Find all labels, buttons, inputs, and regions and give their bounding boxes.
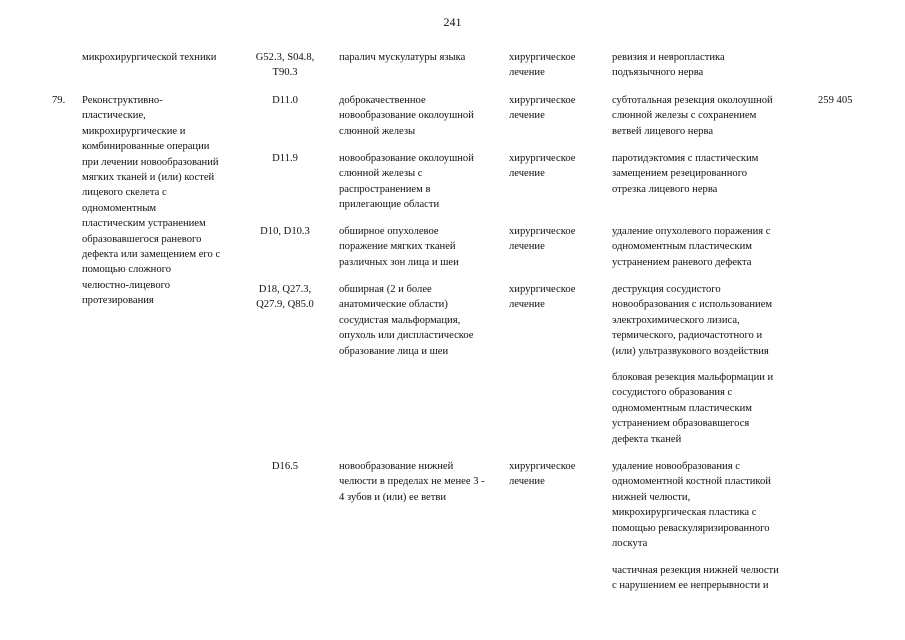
row-method: паротидэктомия с пластическим замещением резецированного отрезка лицевого нерва xyxy=(612,153,759,195)
row-treatment-type: хирургическое лечение xyxy=(509,95,576,122)
row-code: D18, Q27.3, Q27.9, Q85.0 xyxy=(256,284,314,311)
row-treatment-type: хирургическое лечение xyxy=(509,284,576,311)
row-method: деструкция сосудистого новообразования с использованием электрохимического лизиса, термического, радиочастотного и (или) ультразвукового воздействия xyxy=(612,284,773,357)
row-diagnosis: доброкачественное новообразование околоушной слюнной железы xyxy=(339,95,474,137)
row-method: частичная резекция нижней челюсти с нарушением ее непрерывности и xyxy=(612,565,779,592)
top-row-name: микрохирургической техники xyxy=(82,52,217,63)
row-diagnosis: новообразование нижней челюсти в пределах не менее 3 - 4 зубов и (или) ее ветви xyxy=(339,461,485,503)
row-treatment-type: хирургическое лечение xyxy=(509,153,576,180)
row-method: удаление новообразования с одномоментной костной пластикой нижней челюсти, микрохирургическая пластика с помощью реваскуляризированного лоскута xyxy=(612,461,771,550)
row-treatment-type: хирургическое лечение xyxy=(509,461,576,488)
row-code: D16.5 xyxy=(271,461,299,472)
entry-name: Реконструктивно- пластические, микрохирургические и комбинированные операции при лечении новообразований мягких тканей и (или) костей лицевого скелета с одномоментным пластическим устранением образовавшегося раневого дефекта или замещением его с помощью сложного челюстно-лицевого протезирования xyxy=(82,95,221,307)
row-diagnosis: обширная (2 и более анатомические области) сосудистая мальформация, опухоль или диспластическое образование лица и шеи xyxy=(339,284,474,357)
top-row-diagnosis: паралич мускулатуры языка xyxy=(339,52,466,63)
top-row-treatment-type: хирургическое лечение xyxy=(509,52,576,79)
row-diagnosis: новообразование околоушной слюнной железы с распространением в прилегающие области xyxy=(339,153,474,211)
row-method: блоковая резекция мальформации и сосудистого образования с одномоментным пластическим устранением образовавшегося дефекта тканей xyxy=(612,372,774,445)
row-method: субтотальная резекция околоушной слюнной железы с сохранением ветвей лицевого нерва xyxy=(612,95,773,137)
top-row-code: G52.3, S04.8, T90.3 xyxy=(255,52,315,79)
row-diagnosis: обширное опухолевое поражение мягких тканей различных зон лица и шеи xyxy=(339,226,459,268)
row-treatment-type: хирургическое лечение xyxy=(509,226,576,253)
entry-price: 259 405 xyxy=(818,95,853,106)
top-row-method: ревизия и невропластика подъязычного нерва xyxy=(612,52,725,79)
page-number: 241 xyxy=(443,15,462,29)
entry-number: 79. xyxy=(52,95,66,106)
row-code: D11.0 xyxy=(272,95,298,106)
row-code: D11.9 xyxy=(272,153,298,164)
row-method: удаление опухолевого поражения с одномоментным пластическим устранением раневого дефекта xyxy=(612,226,771,268)
row-code: D10, D10.3 xyxy=(260,226,310,237)
